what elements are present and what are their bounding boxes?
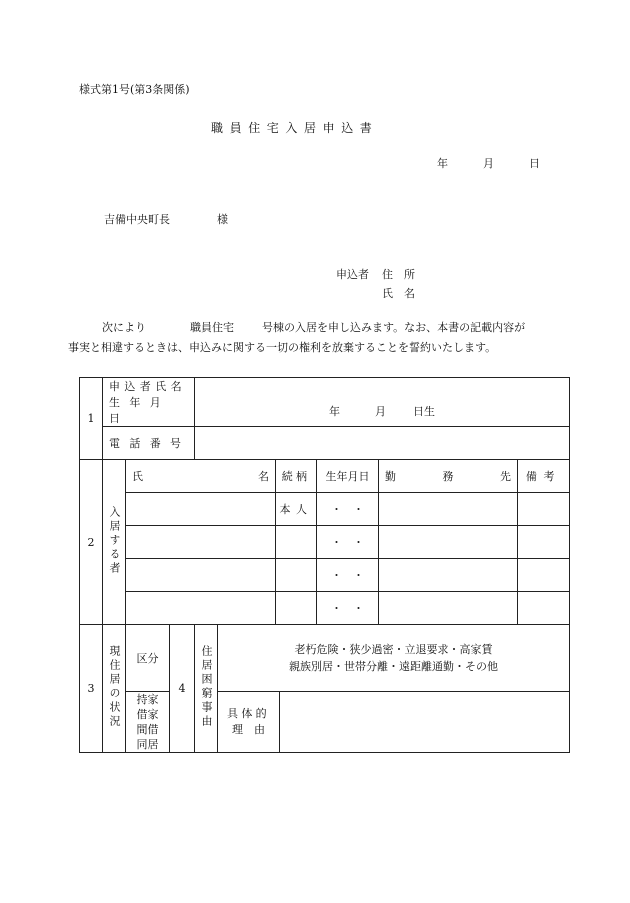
resident-workplace-input[interactable] <box>379 493 518 526</box>
header-workplace: 勤 務 先 <box>379 460 518 493</box>
option-owned-house: 持家 <box>136 693 159 706</box>
housing-hardship-label: 住居困窮事由 <box>195 625 218 753</box>
section-2-number: 2 <box>80 460 103 625</box>
resident-remarks-input[interactable] <box>518 526 570 559</box>
resident-workplace-input[interactable] <box>379 559 518 592</box>
applicant-label: 申込者 <box>336 268 369 281</box>
resident-remarks-input[interactable] <box>518 493 570 526</box>
resident-birth-date[interactable]: ・ ・ <box>317 559 379 592</box>
statement-line-2: 事実と相違するときは、申込みに関する一切の権利を放棄することを誓約いたします。 <box>68 341 497 354</box>
addressee <box>104 211 228 227</box>
resident-row <box>80 592 570 625</box>
hardship-reasons-line-2: 親族別居・世帯分離・遠距離通勤・その他 <box>289 660 499 673</box>
resident-relation[interactable] <box>276 559 317 592</box>
header-relation: 続柄 <box>276 460 317 493</box>
resident-birth-date[interactable]: ・ ・ <box>317 592 379 625</box>
birth-date-label-cell: 生年月日 <box>109 396 171 425</box>
date-line <box>437 155 540 171</box>
address-label: 住 所 <box>382 268 415 281</box>
current-residence-label: 現住居の状況 <box>103 625 126 753</box>
resident-remarks-input[interactable] <box>518 592 570 625</box>
resident-row <box>80 526 570 559</box>
addressee-honorific: 様 <box>217 213 228 226</box>
resident-remarks-input[interactable] <box>518 559 570 592</box>
statement-line-1 <box>80 318 556 338</box>
section-3-number: 3 <box>80 625 103 753</box>
resident-relation[interactable] <box>276 592 317 625</box>
applicant-name-label: 氏 名 <box>382 287 415 300</box>
resident-name-input[interactable] <box>126 493 276 526</box>
resident-relation[interactable]: 本人 <box>276 493 317 526</box>
statement-paragraph <box>68 318 556 358</box>
resident-birth-date[interactable]: ・ ・ <box>317 526 379 559</box>
section-1-number: 1 <box>80 378 103 460</box>
category-label: 区分 <box>126 625 170 692</box>
date-year-label: 年 <box>437 157 448 170</box>
resident-name-input[interactable] <box>126 559 276 592</box>
hardship-reasons[interactable] <box>218 625 570 692</box>
resident-birth-date[interactable]: ・ ・ <box>317 493 379 526</box>
statement-part-a: 次により <box>102 321 146 334</box>
residents-section-label: 入居する者 <box>103 460 126 625</box>
applicant-name-birth-labels <box>103 378 195 427</box>
resident-workplace-input[interactable] <box>379 526 518 559</box>
addressee-name: 吉備中央町長 <box>104 213 170 226</box>
statement-part-c: 号棟の入居を申し込みます。なお、本書の記載内容が <box>262 321 526 334</box>
option-living-with: 同居 <box>136 738 159 751</box>
phone-label-cell: 電話番号 <box>103 427 195 460</box>
applicant-name-birth-input[interactable] <box>195 378 570 427</box>
option-rented-room: 間借 <box>136 723 159 736</box>
phone-input[interactable] <box>195 427 570 460</box>
resident-relation[interactable] <box>276 526 317 559</box>
resident-name-input[interactable] <box>126 526 276 559</box>
specific-reason-input[interactable] <box>280 692 570 753</box>
resident-row <box>80 559 570 592</box>
date-day-label: 日 <box>529 157 540 170</box>
date-month-label: 月 <box>483 157 494 170</box>
section-4-number: 4 <box>170 625 195 753</box>
application-table <box>79 377 570 753</box>
document-title: 職員住宅入居申込書 <box>211 121 379 135</box>
birth-day-label: 日生 <box>413 405 436 418</box>
resident-workplace-input[interactable] <box>379 592 518 625</box>
birth-year-label: 年 <box>329 405 341 418</box>
resident-name-input[interactable] <box>126 592 276 625</box>
hardship-reasons-line-1: 老朽危険・狭少過密・立退要求・高家賃 <box>294 643 493 656</box>
specific-reason-label: 具体的 理 由 <box>218 692 280 753</box>
header-birth-date: 生年月日 <box>317 460 379 493</box>
applicant-address-line <box>336 266 415 282</box>
form-number: 様式第1号(第3条関係) <box>79 83 190 96</box>
header-name: 氏 名 <box>126 460 276 493</box>
option-rented-house: 借家 <box>136 708 159 721</box>
residence-options[interactable] <box>126 692 170 753</box>
resident-row <box>80 493 570 526</box>
header-remarks: 備考 <box>518 460 570 493</box>
birth-month-label: 月 <box>375 405 387 418</box>
statement-part-b: 職員住宅 <box>190 321 234 334</box>
applicant-name-label-cell: 申込者氏名 <box>109 380 186 393</box>
